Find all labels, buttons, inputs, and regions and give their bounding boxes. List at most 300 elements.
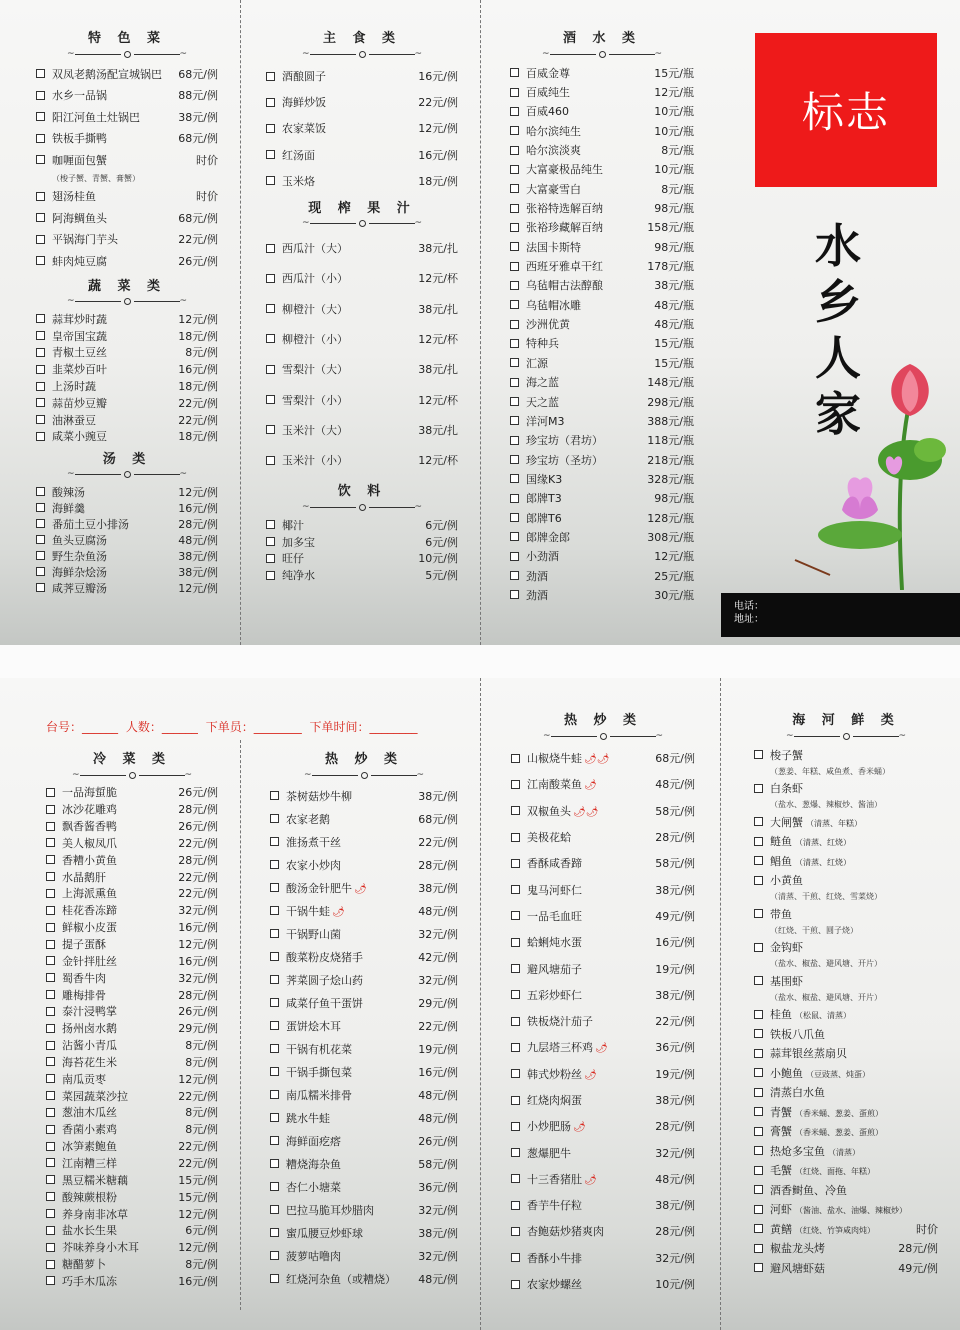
checkbox[interactable] bbox=[46, 1142, 55, 1151]
checkbox[interactable] bbox=[510, 242, 519, 251]
checkbox[interactable] bbox=[754, 1010, 763, 1019]
menu-item[interactable] bbox=[270, 922, 458, 945]
checkbox[interactable] bbox=[270, 929, 279, 938]
menu-item[interactable] bbox=[266, 233, 458, 263]
menu-item[interactable] bbox=[266, 415, 458, 445]
checkbox[interactable] bbox=[266, 395, 275, 404]
menu-item[interactable] bbox=[46, 1003, 218, 1020]
menu-item[interactable] bbox=[270, 991, 458, 1014]
menu-item[interactable] bbox=[510, 508, 694, 527]
checkbox[interactable] bbox=[754, 943, 763, 952]
checkbox[interactable] bbox=[266, 274, 275, 283]
menu-item[interactable] bbox=[511, 982, 695, 1008]
checkbox[interactable] bbox=[270, 1113, 279, 1122]
menu-item[interactable] bbox=[266, 384, 458, 414]
menu-item[interactable] bbox=[46, 969, 218, 986]
checkbox[interactable] bbox=[46, 838, 55, 847]
menu-item[interactable] bbox=[270, 1152, 458, 1175]
menu-item[interactable] bbox=[510, 295, 694, 314]
checkbox[interactable] bbox=[510, 126, 519, 135]
checkbox[interactable] bbox=[36, 365, 45, 374]
checkbox[interactable] bbox=[46, 906, 55, 915]
checkbox[interactable] bbox=[270, 906, 279, 915]
menu-item[interactable] bbox=[36, 484, 218, 500]
checkbox[interactable] bbox=[36, 519, 45, 528]
checkbox[interactable] bbox=[511, 938, 520, 947]
checkbox[interactable] bbox=[46, 1192, 55, 1201]
checkbox[interactable] bbox=[510, 532, 519, 541]
checkbox[interactable] bbox=[754, 1107, 763, 1116]
menu-item[interactable] bbox=[754, 1063, 938, 1083]
menu-item[interactable] bbox=[754, 1258, 938, 1278]
menu-item[interactable] bbox=[511, 824, 695, 850]
menu-item[interactable] bbox=[270, 945, 458, 968]
menu-item[interactable] bbox=[36, 229, 218, 251]
checkbox[interactable] bbox=[46, 872, 55, 881]
checkbox[interactable] bbox=[46, 940, 55, 949]
checkbox[interactable] bbox=[36, 382, 45, 391]
checkbox[interactable] bbox=[36, 331, 45, 340]
checkbox[interactable] bbox=[510, 378, 519, 387]
checkbox[interactable] bbox=[511, 990, 520, 999]
checkbox[interactable] bbox=[510, 300, 519, 309]
checkbox[interactable] bbox=[754, 1244, 763, 1253]
checkbox[interactable] bbox=[270, 883, 279, 892]
checkbox[interactable] bbox=[36, 134, 45, 143]
checkbox[interactable] bbox=[510, 204, 519, 213]
menu-item[interactable] bbox=[46, 1272, 218, 1289]
menu-item[interactable] bbox=[511, 1113, 695, 1139]
checkbox[interactable] bbox=[46, 1226, 55, 1235]
checkbox[interactable] bbox=[46, 1125, 55, 1134]
checkbox[interactable] bbox=[270, 837, 279, 846]
menu-item[interactable] bbox=[270, 1060, 458, 1083]
checkbox[interactable] bbox=[510, 513, 519, 522]
menu-item[interactable] bbox=[510, 411, 694, 430]
menu-item[interactable] bbox=[266, 516, 458, 533]
menu-item[interactable] bbox=[270, 1106, 458, 1129]
checkbox[interactable] bbox=[754, 837, 763, 846]
menu-item[interactable] bbox=[510, 276, 694, 295]
checkbox[interactable] bbox=[270, 1205, 279, 1214]
menu-item[interactable] bbox=[46, 784, 218, 801]
menu-item[interactable] bbox=[511, 771, 695, 797]
menu-item[interactable] bbox=[46, 835, 218, 852]
checkbox[interactable] bbox=[36, 314, 45, 323]
menu-item[interactable] bbox=[754, 1200, 938, 1220]
checkbox[interactable] bbox=[36, 69, 45, 78]
checkbox[interactable] bbox=[270, 791, 279, 800]
menu-item[interactable] bbox=[754, 1239, 938, 1259]
menu-item[interactable] bbox=[266, 567, 458, 584]
checkbox[interactable] bbox=[511, 964, 520, 973]
menu-item[interactable] bbox=[510, 334, 694, 353]
checkbox[interactable] bbox=[754, 909, 763, 918]
menu-item[interactable] bbox=[510, 198, 694, 217]
menu-item[interactable] bbox=[270, 1198, 458, 1221]
menu-item[interactable] bbox=[46, 1205, 218, 1222]
checkbox[interactable] bbox=[510, 358, 519, 367]
table-number-field[interactable]: 台号：______ bbox=[46, 720, 119, 734]
menu-item[interactable] bbox=[46, 902, 218, 919]
checkbox[interactable] bbox=[46, 956, 55, 965]
menu-item[interactable] bbox=[266, 115, 458, 141]
menu-item[interactable] bbox=[36, 63, 218, 85]
checkbox[interactable] bbox=[46, 1158, 55, 1167]
menu-item[interactable] bbox=[754, 904, 938, 924]
menu-item[interactable] bbox=[266, 263, 458, 293]
menu-item[interactable] bbox=[510, 392, 694, 411]
checkbox[interactable] bbox=[510, 281, 519, 290]
checkbox[interactable] bbox=[511, 1280, 520, 1289]
menu-item[interactable] bbox=[510, 121, 694, 140]
menu-item[interactable] bbox=[270, 807, 458, 830]
menu-item[interactable] bbox=[510, 547, 694, 566]
checkbox[interactable] bbox=[36, 398, 45, 407]
menu-item[interactable] bbox=[46, 1256, 218, 1273]
checkbox[interactable] bbox=[266, 456, 275, 465]
menu-item[interactable] bbox=[754, 1122, 938, 1142]
menu-item[interactable] bbox=[754, 1024, 938, 1044]
menu-item[interactable] bbox=[36, 344, 218, 361]
menu-item[interactable] bbox=[46, 1070, 218, 1087]
menu-item[interactable] bbox=[266, 445, 458, 475]
checkbox[interactable] bbox=[510, 262, 519, 271]
menu-item[interactable] bbox=[36, 564, 218, 580]
checkbox[interactable] bbox=[270, 1274, 279, 1283]
checkbox[interactable] bbox=[510, 165, 519, 174]
checkbox[interactable] bbox=[754, 784, 763, 793]
menu-item[interactable] bbox=[754, 971, 938, 991]
checkbox[interactable] bbox=[266, 304, 275, 313]
menu-item[interactable] bbox=[36, 327, 218, 344]
menu-item[interactable] bbox=[510, 469, 694, 488]
menu-item[interactable] bbox=[510, 237, 694, 256]
menu-item[interactable] bbox=[46, 801, 218, 818]
menu-item[interactable] bbox=[511, 1271, 695, 1297]
checkbox[interactable] bbox=[754, 1166, 763, 1175]
checkbox[interactable] bbox=[46, 973, 55, 982]
menu-item[interactable] bbox=[266, 63, 458, 89]
checkbox[interactable] bbox=[511, 1017, 520, 1026]
menu-item[interactable] bbox=[510, 314, 694, 333]
menu-item[interactable] bbox=[754, 1219, 938, 1239]
checkbox[interactable] bbox=[510, 436, 519, 445]
checkbox[interactable] bbox=[510, 146, 519, 155]
menu-item[interactable] bbox=[510, 353, 694, 372]
checkbox[interactable] bbox=[46, 1260, 55, 1269]
menu-item[interactable] bbox=[510, 102, 694, 121]
checkbox[interactable] bbox=[36, 192, 45, 201]
checkbox[interactable] bbox=[46, 889, 55, 898]
menu-item[interactable] bbox=[46, 986, 218, 1003]
menu-item[interactable] bbox=[510, 373, 694, 392]
checkbox[interactable] bbox=[511, 1122, 520, 1131]
checkbox[interactable] bbox=[510, 397, 519, 406]
checkbox[interactable] bbox=[511, 833, 520, 842]
menu-item[interactable] bbox=[36, 149, 218, 171]
menu-item[interactable] bbox=[266, 142, 458, 168]
menu-item[interactable] bbox=[511, 903, 695, 929]
checkbox[interactable] bbox=[270, 1228, 279, 1237]
checkbox[interactable] bbox=[46, 1175, 55, 1184]
menu-item[interactable] bbox=[511, 1166, 695, 1192]
menu-item[interactable] bbox=[511, 798, 695, 824]
checkbox[interactable] bbox=[510, 184, 519, 193]
menu-item[interactable] bbox=[46, 936, 218, 953]
checkbox[interactable] bbox=[510, 339, 519, 348]
checkbox[interactable] bbox=[511, 754, 520, 763]
checkbox[interactable] bbox=[511, 1096, 520, 1105]
checkbox[interactable] bbox=[754, 817, 763, 826]
checkbox[interactable] bbox=[511, 1043, 520, 1052]
checkbox[interactable] bbox=[511, 780, 520, 789]
menu-item[interactable] bbox=[510, 256, 694, 275]
checkbox[interactable] bbox=[511, 1148, 520, 1157]
waiter-field[interactable]: 下单员：________ bbox=[205, 720, 302, 734]
checkbox[interactable] bbox=[46, 1243, 55, 1252]
menu-item[interactable] bbox=[36, 186, 218, 208]
checkbox[interactable] bbox=[270, 860, 279, 869]
checkbox[interactable] bbox=[36, 487, 45, 496]
checkbox[interactable] bbox=[270, 814, 279, 823]
menu-item[interactable] bbox=[511, 1245, 695, 1271]
checkbox[interactable] bbox=[270, 1021, 279, 1030]
checkbox[interactable] bbox=[266, 334, 275, 343]
checkbox[interactable] bbox=[266, 520, 275, 529]
menu-item[interactable] bbox=[46, 885, 218, 902]
menu-item[interactable] bbox=[754, 851, 938, 871]
checkbox[interactable] bbox=[754, 1185, 763, 1194]
menu-item[interactable] bbox=[511, 1139, 695, 1165]
checkbox[interactable] bbox=[36, 583, 45, 592]
checkbox[interactable] bbox=[270, 1044, 279, 1053]
menu-item[interactable] bbox=[511, 1218, 695, 1244]
checkbox[interactable] bbox=[510, 571, 519, 580]
menu-item[interactable] bbox=[36, 516, 218, 532]
menu-item[interactable] bbox=[36, 128, 218, 150]
menu-item[interactable] bbox=[46, 1239, 218, 1256]
menu-item[interactable] bbox=[46, 1087, 218, 1104]
menu-item[interactable] bbox=[46, 1222, 218, 1239]
menu-item[interactable] bbox=[270, 1267, 458, 1290]
menu-item[interactable] bbox=[270, 1129, 458, 1152]
checkbox[interactable] bbox=[511, 806, 520, 815]
menu-item[interactable] bbox=[510, 566, 694, 585]
menu-item[interactable] bbox=[36, 250, 218, 272]
menu-item[interactable] bbox=[754, 812, 938, 832]
menu-item[interactable] bbox=[46, 919, 218, 936]
checkbox[interactable] bbox=[270, 1136, 279, 1145]
checkbox[interactable] bbox=[266, 244, 275, 253]
menu-item[interactable] bbox=[510, 585, 694, 604]
menu-item[interactable] bbox=[36, 500, 218, 516]
checkbox[interactable] bbox=[511, 859, 520, 868]
checkbox[interactable] bbox=[36, 432, 45, 441]
menu-item[interactable] bbox=[270, 968, 458, 991]
menu-item[interactable] bbox=[270, 784, 458, 807]
menu-item[interactable] bbox=[510, 160, 694, 179]
checkbox[interactable] bbox=[754, 1049, 763, 1058]
menu-item[interactable] bbox=[266, 324, 458, 354]
menu-item[interactable] bbox=[270, 899, 458, 922]
menu-item[interactable] bbox=[510, 489, 694, 508]
checkbox[interactable] bbox=[266, 98, 275, 107]
checkbox[interactable] bbox=[510, 223, 519, 232]
checkbox[interactable] bbox=[511, 1253, 520, 1262]
menu-item[interactable] bbox=[46, 851, 218, 868]
checkbox[interactable] bbox=[510, 320, 519, 329]
checkbox[interactable] bbox=[754, 1205, 763, 1214]
menu-item[interactable] bbox=[511, 1008, 695, 1034]
checkbox[interactable] bbox=[36, 155, 45, 164]
checkbox[interactable] bbox=[36, 551, 45, 560]
menu-item[interactable] bbox=[46, 1037, 218, 1054]
menu-item[interactable] bbox=[36, 532, 218, 548]
menu-item[interactable] bbox=[46, 1104, 218, 1121]
checkbox[interactable] bbox=[511, 1069, 520, 1078]
menu-item[interactable] bbox=[510, 218, 694, 237]
checkbox[interactable] bbox=[754, 976, 763, 985]
checkbox[interactable] bbox=[754, 1224, 763, 1233]
checkbox[interactable] bbox=[511, 1201, 520, 1210]
menu-item[interactable] bbox=[46, 952, 218, 969]
checkbox[interactable] bbox=[754, 1068, 763, 1077]
menu-item[interactable] bbox=[754, 1083, 938, 1103]
menu-item[interactable] bbox=[46, 1188, 218, 1205]
checkbox[interactable] bbox=[754, 1146, 763, 1155]
menu-item[interactable] bbox=[266, 294, 458, 324]
menu-item[interactable] bbox=[36, 106, 218, 128]
menu-item[interactable] bbox=[46, 1121, 218, 1138]
menu-item[interactable] bbox=[266, 354, 458, 384]
menu-item[interactable] bbox=[46, 1138, 218, 1155]
menu-item[interactable] bbox=[511, 745, 695, 771]
menu-item[interactable] bbox=[46, 818, 218, 835]
menu-item[interactable] bbox=[511, 1192, 695, 1218]
checkbox[interactable] bbox=[754, 856, 763, 865]
menu-item[interactable] bbox=[510, 527, 694, 546]
menu-item[interactable] bbox=[754, 1005, 938, 1025]
menu-item[interactable] bbox=[511, 929, 695, 955]
checkbox[interactable] bbox=[270, 998, 279, 1007]
checkbox[interactable] bbox=[46, 822, 55, 831]
checkbox[interactable] bbox=[36, 348, 45, 357]
menu-item[interactable] bbox=[46, 1171, 218, 1188]
order-time-field[interactable]: 下单时间：________ bbox=[309, 720, 418, 734]
menu-item[interactable] bbox=[510, 179, 694, 198]
menu-item[interactable] bbox=[270, 1221, 458, 1244]
menu-item[interactable] bbox=[511, 876, 695, 902]
checkbox[interactable] bbox=[36, 213, 45, 222]
checkbox[interactable] bbox=[36, 256, 45, 265]
menu-item[interactable] bbox=[266, 550, 458, 567]
menu-item[interactable] bbox=[511, 955, 695, 981]
menu-item[interactable] bbox=[46, 1155, 218, 1172]
checkbox[interactable] bbox=[754, 1029, 763, 1038]
checkbox[interactable] bbox=[46, 990, 55, 999]
checkbox[interactable] bbox=[36, 91, 45, 100]
menu-item[interactable] bbox=[270, 1037, 458, 1060]
menu-item[interactable] bbox=[754, 1141, 938, 1161]
menu-item[interactable] bbox=[36, 361, 218, 378]
checkbox[interactable] bbox=[511, 1227, 520, 1236]
menu-item[interactable] bbox=[270, 1244, 458, 1267]
checkbox[interactable] bbox=[270, 975, 279, 984]
checkbox[interactable] bbox=[266, 365, 275, 374]
checkbox[interactable] bbox=[511, 885, 520, 894]
menu-item[interactable] bbox=[36, 378, 218, 395]
checkbox[interactable] bbox=[511, 911, 520, 920]
checkbox[interactable] bbox=[266, 554, 275, 563]
checkbox[interactable] bbox=[266, 150, 275, 159]
menu-item[interactable] bbox=[754, 1180, 938, 1200]
checkbox[interactable] bbox=[46, 1041, 55, 1050]
checkbox[interactable] bbox=[46, 1074, 55, 1083]
checkbox[interactable] bbox=[266, 72, 275, 81]
menu-item[interactable] bbox=[511, 1034, 695, 1060]
menu-item[interactable] bbox=[754, 745, 938, 765]
menu-item[interactable] bbox=[511, 1087, 695, 1113]
menu-item[interactable] bbox=[270, 853, 458, 876]
menu-item[interactable] bbox=[510, 450, 694, 469]
menu-item[interactable] bbox=[36, 580, 218, 596]
menu-item[interactable] bbox=[46, 1020, 218, 1037]
checkbox[interactable] bbox=[510, 590, 519, 599]
checkbox[interactable] bbox=[46, 1007, 55, 1016]
checkbox[interactable] bbox=[754, 876, 763, 885]
checkbox[interactable] bbox=[266, 537, 275, 546]
checkbox[interactable] bbox=[46, 805, 55, 814]
checkbox[interactable] bbox=[270, 1182, 279, 1191]
menu-item[interactable] bbox=[36, 411, 218, 428]
checkbox[interactable] bbox=[270, 1159, 279, 1168]
checkbox[interactable] bbox=[510, 552, 519, 561]
checkbox[interactable] bbox=[36, 503, 45, 512]
menu-item[interactable] bbox=[270, 1175, 458, 1198]
checkbox[interactable] bbox=[510, 88, 519, 97]
checkbox[interactable] bbox=[36, 535, 45, 544]
checkbox[interactable] bbox=[36, 567, 45, 576]
checkbox[interactable] bbox=[266, 571, 275, 580]
menu-item[interactable] bbox=[754, 832, 938, 852]
menu-item[interactable] bbox=[36, 85, 218, 107]
menu-item[interactable] bbox=[266, 533, 458, 550]
checkbox[interactable] bbox=[510, 416, 519, 425]
menu-item[interactable] bbox=[36, 428, 218, 445]
checkbox[interactable] bbox=[266, 425, 275, 434]
menu-item[interactable] bbox=[36, 207, 218, 229]
checkbox[interactable] bbox=[46, 855, 55, 864]
menu-item[interactable] bbox=[754, 1044, 938, 1064]
checkbox[interactable] bbox=[754, 750, 763, 759]
checkbox[interactable] bbox=[270, 952, 279, 961]
checkbox[interactable] bbox=[266, 124, 275, 133]
checkbox[interactable] bbox=[46, 1276, 55, 1285]
menu-item[interactable] bbox=[510, 63, 694, 82]
checkbox[interactable] bbox=[36, 112, 45, 121]
menu-item[interactable] bbox=[754, 871, 938, 891]
checkbox[interactable] bbox=[46, 1091, 55, 1100]
menu-item[interactable] bbox=[36, 548, 218, 564]
checkbox[interactable] bbox=[510, 474, 519, 483]
checkbox[interactable] bbox=[46, 788, 55, 797]
menu-item[interactable] bbox=[36, 394, 218, 411]
checkbox[interactable] bbox=[754, 1127, 763, 1136]
menu-item[interactable] bbox=[510, 431, 694, 450]
menu-item[interactable] bbox=[510, 140, 694, 159]
menu-item[interactable] bbox=[754, 779, 938, 799]
